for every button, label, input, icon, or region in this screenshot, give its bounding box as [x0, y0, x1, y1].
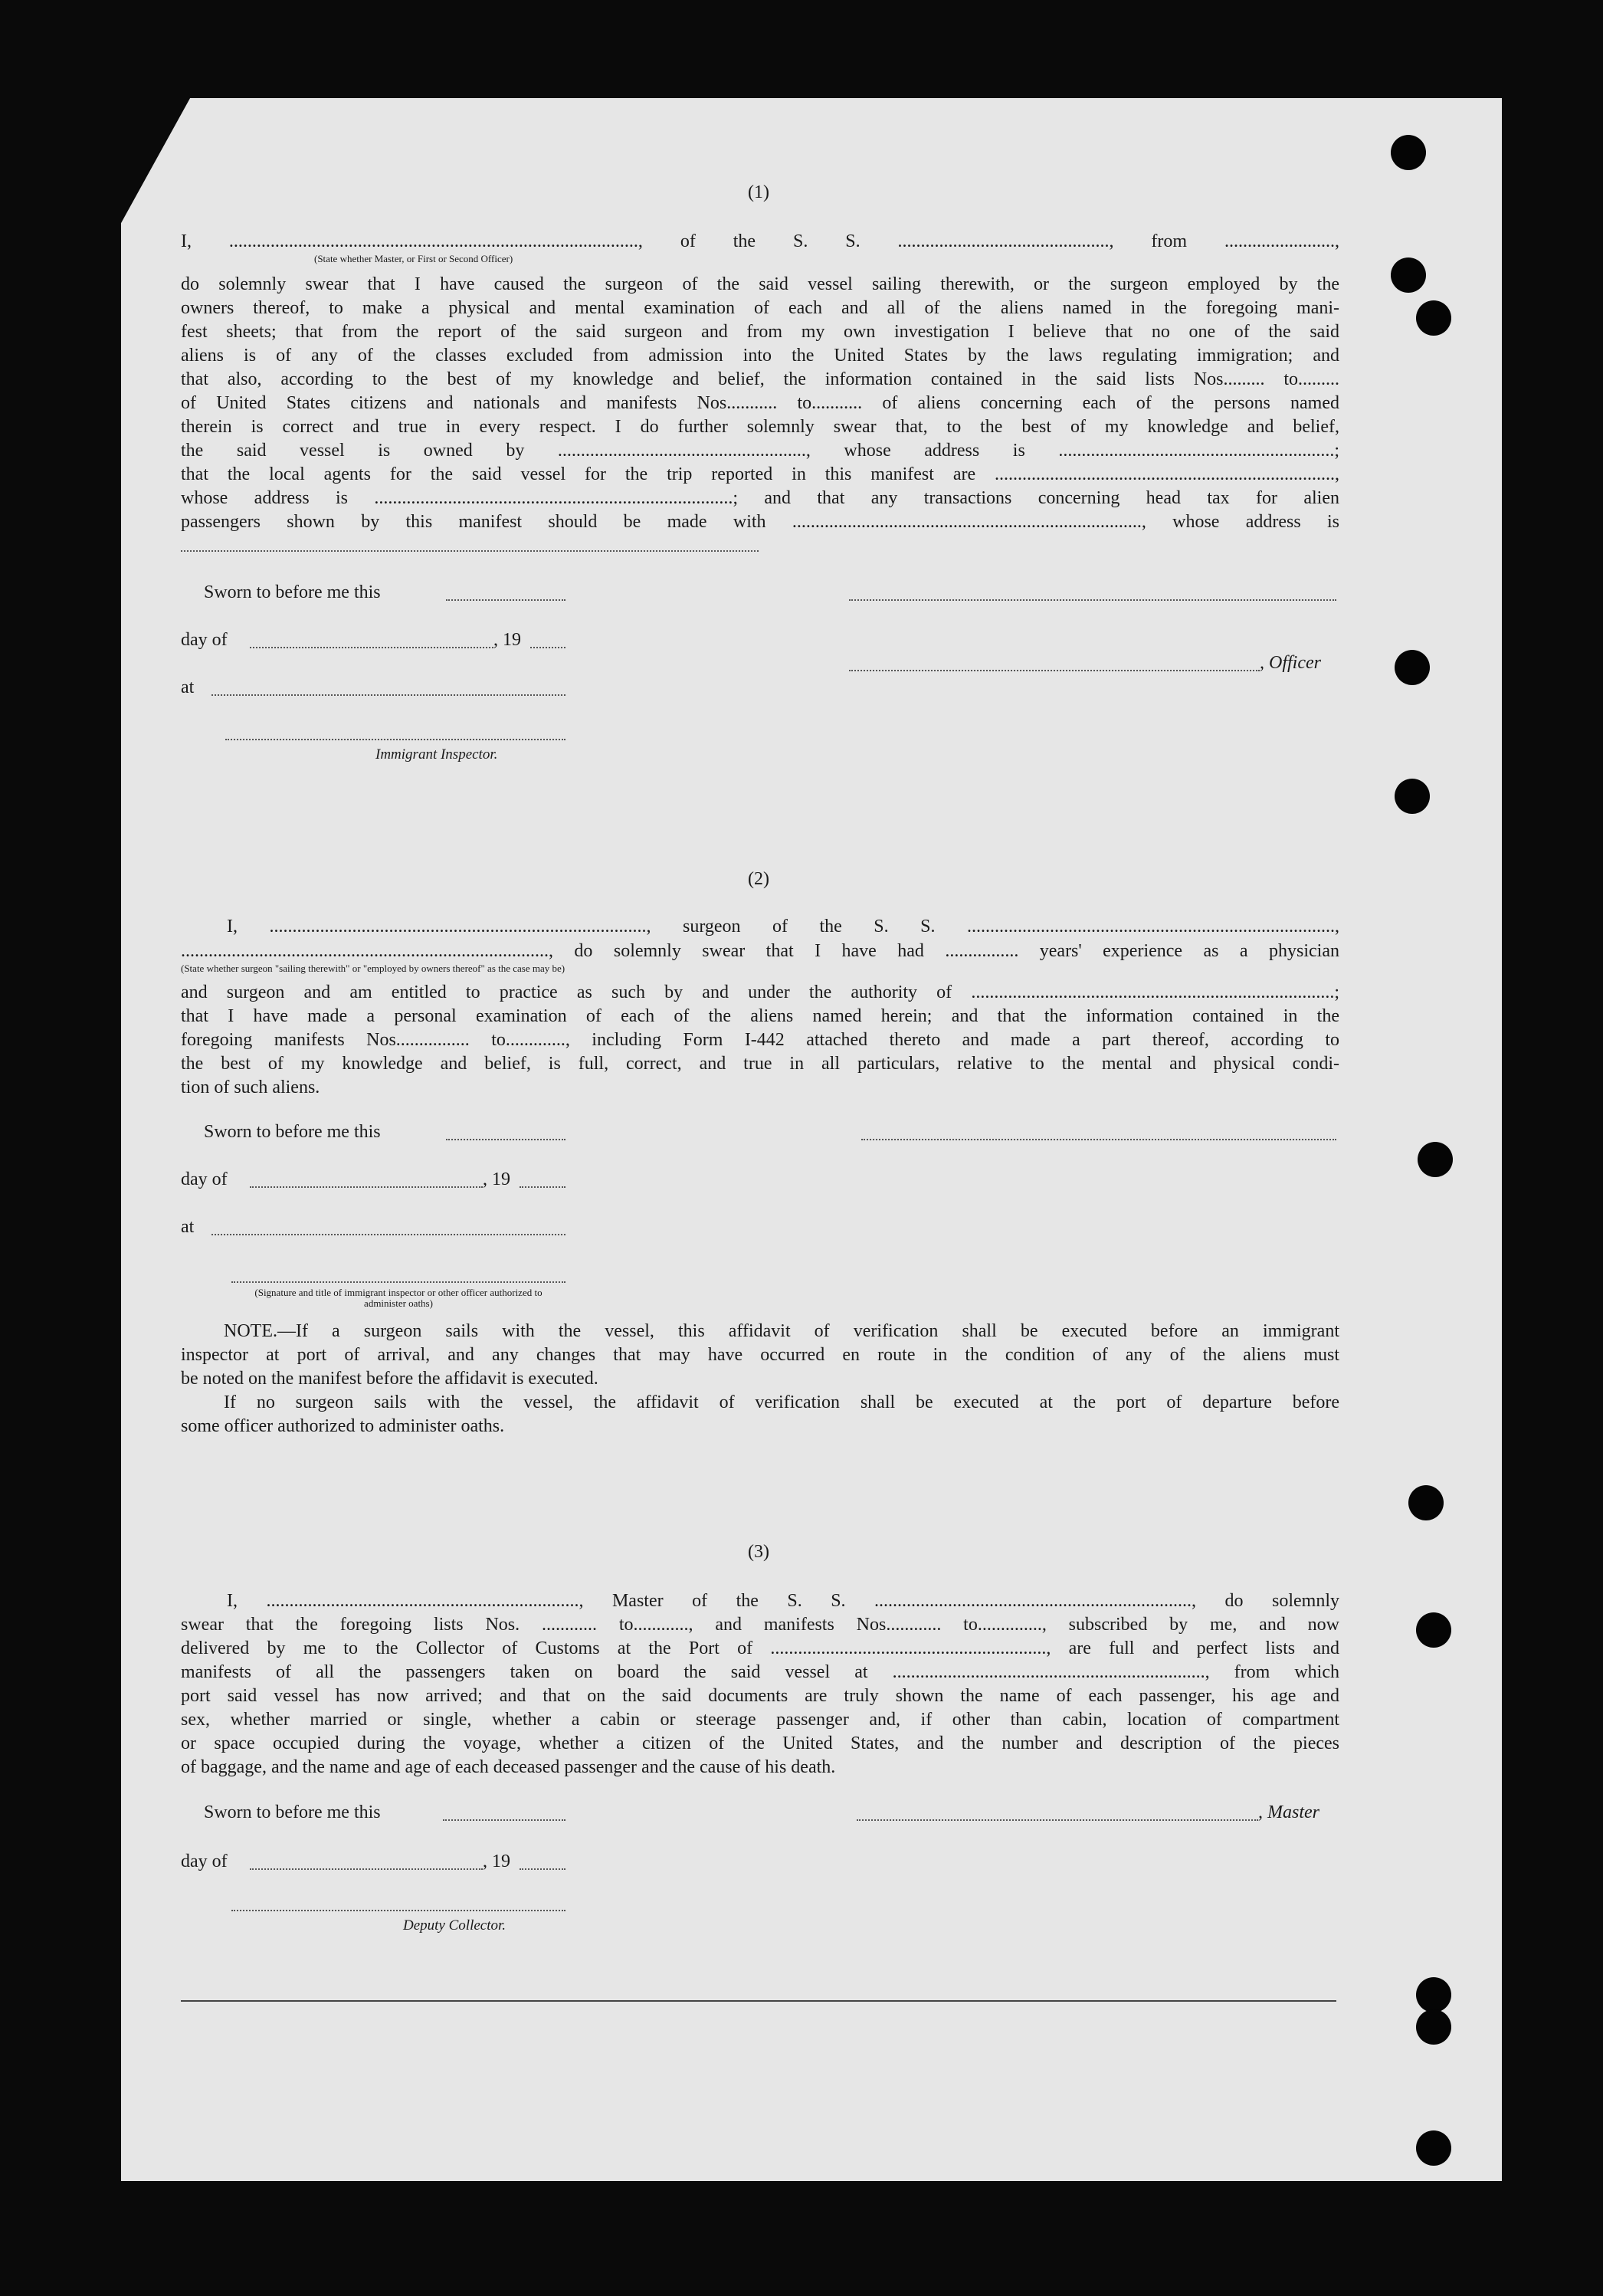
sworn-blank-3	[443, 1819, 565, 1821]
officer-signature-line	[849, 599, 1336, 601]
day-of-label-3: day of	[181, 1852, 228, 1871]
signature-note: (Signature and title of immigrant inspector or other officer authorized to administer oaths)	[254, 1287, 543, 1309]
affidavit2-line: tion of such aliens.	[181, 1077, 320, 1097]
year-label-3: , 19	[483, 1852, 510, 1871]
officer-note: (State whether Master, or First or Second Officer)	[314, 253, 513, 264]
affidavit3-line: manifests of all the passengers taken on board the said vessel at ...................................................................., from which	[181, 1662, 1339, 1682]
surgeon-note: (State whether surgeon "sailing therewith" or "employed by owners thereof" as the case may be)	[181, 963, 565, 974]
affidavit3-line: of baggage, and the name and age of each deceased passenger and the cause of his death.	[181, 1757, 836, 1777]
affidavit1-line: do solemnly swear that I have caused the surgeon of the said vessel sailing therewith, or the surgeon employed by the	[181, 274, 1339, 294]
bottom-rule	[181, 2000, 1336, 2002]
section2-first-line: I, .................................................................................., surgeon of the S. S. ................................................................................,	[227, 917, 1339, 936]
year-blank-1	[530, 647, 565, 648]
day-of-label-2: day of	[181, 1169, 228, 1189]
inspector-signature-line	[225, 739, 565, 740]
year-blank-3	[520, 1868, 565, 1870]
punch-hole	[1395, 650, 1430, 685]
officer-title-line	[849, 670, 1260, 671]
punch-hole	[1416, 2009, 1451, 2045]
note-line: some officer authorized to administer oaths.	[181, 1416, 505, 1436]
affidavit3-line: delivered by me to the Collector of Customs at the Port of ............................................................, are full and perfect lists and	[181, 1638, 1339, 1658]
punch-hole	[1395, 779, 1430, 814]
section1-heading: (1)	[748, 182, 769, 202]
sworn-blank-1	[446, 599, 565, 601]
punch-hole	[1416, 300, 1451, 336]
day-blank-2	[250, 1186, 483, 1188]
affidavit1-line: aliens is of any of the classes excluded from admission into the United States by the laws regulating immigration; and	[181, 346, 1339, 366]
day-of-label-1: day of	[181, 630, 228, 650]
punch-hole	[1391, 257, 1426, 293]
affidavit1-line: therein is correct and true in every respect. I do further solemnly swear that, to the best of my knowledge and belief,	[181, 417, 1339, 437]
year-label-2: , 19	[483, 1169, 510, 1189]
affidavit3-line: or space occupied during the voyage, whether a citizen of the United States, and the number and description of the pieces	[181, 1733, 1339, 1753]
affidavit1-line: that the local agents for the said vessel for the trip reported in this manifest are ..........................................................................,	[181, 464, 1339, 484]
punch-hole	[1416, 1977, 1451, 2012]
sworn-label-2: Sworn to before me this	[204, 1122, 381, 1142]
sworn-blank-2	[446, 1139, 565, 1140]
at-blank-1	[211, 694, 565, 696]
punch-hole	[1416, 1612, 1451, 1648]
affidavit1-line: that also, according to the best of my knowledge and belief, the information contained in the said lists Nos......... to.........	[181, 369, 1339, 389]
master-signature-line	[857, 1819, 1258, 1821]
year-label-1: , 19	[493, 630, 521, 650]
day-blank-3	[250, 1868, 483, 1870]
note-line: If no surgeon sails with the vessel, the affidavit of verification shall be executed at the port of departure before	[224, 1392, 1339, 1412]
address-blank	[181, 550, 759, 552]
affidavit1-line: owners thereof, to make a physical and mental examination of each and all of the aliens named in the foregoing mani-	[181, 298, 1339, 318]
affidavit3-line: I, ...................................................................., Master of the S. S. ....................................................................., do solemnly	[227, 1591, 1339, 1611]
day-blank-1	[250, 647, 493, 648]
affidavit2-line: the best of my knowledge and belief, is full, correct, and true in all particulars, relative to the mental and physical condi-	[181, 1054, 1339, 1074]
affidavit1-line: of United States citizens and nationals and manifests Nos........... to........... of aliens concerning each of the persons named	[181, 393, 1339, 413]
affidavit3-line: sex, whether married or single, whether a cabin or steerage passenger and, if other than cabin, location of compartment	[181, 1710, 1339, 1730]
note-line: inspector at port of arrival, and any changes that may have occurred en route in the condition of any of the aliens must	[181, 1345, 1339, 1365]
affidavit1-line: the said vessel is owned by ......................................................, whose address is ............................................................;	[181, 441, 1339, 461]
inspector-label: Immigrant Inspector.	[375, 746, 498, 763]
section2-heading: (2)	[748, 869, 769, 889]
affidavit3-line: port said vessel has now arrived; and that on the said documents are truly shown the name of each passenger, his age and	[181, 1686, 1339, 1706]
at-blank-2	[211, 1234, 565, 1235]
note-line: be noted on the manifest before the affidavit is executed.	[181, 1369, 598, 1389]
punch-hole	[1391, 135, 1426, 170]
master-label: , Master	[1258, 1802, 1319, 1822]
at-label-1: at	[181, 677, 195, 697]
punch-hole	[1418, 1142, 1453, 1177]
affidavit2-line: and surgeon and am entitled to practice as such by and under the authority of ...............................................................................;	[181, 982, 1339, 1002]
at-label-2: at	[181, 1217, 195, 1237]
punch-hole	[1416, 2130, 1451, 2166]
officer2-signature-line	[231, 1281, 565, 1283]
affidavit3-line: swear that the foregoing lists Nos. ............ to............, and manifests Nos............ to.............., subscribed by me, and now	[181, 1615, 1339, 1635]
punch-hole	[1408, 1485, 1444, 1520]
collector-signature-line	[231, 1910, 565, 1911]
section3-heading: (3)	[748, 1542, 769, 1562]
note-line: NOTE.—If a surgeon sails with the vessel, this affidavit of verification shall be executed before an immigrant	[224, 1321, 1339, 1341]
section1-first-line: I, ........................................................................................., of the S. S. .............................................., from ........................,	[181, 231, 1339, 251]
collector-label: Deputy Collector.	[403, 1917, 506, 1934]
section2-second-line: ................................................................................, do solemnly swear that I have had ................ years' experience as a physician	[181, 941, 1339, 961]
sworn-label-1: Sworn to before me this	[204, 582, 381, 602]
affidavit1-line: fest sheets; that from the report of the said surgeon and from my own investigation I believe that no one of the said	[181, 322, 1339, 342]
affidavit1-line: whose address is ..............................................................................; and that any transactions concerning head tax for alien	[181, 488, 1339, 508]
surgeon-signature-line	[861, 1139, 1336, 1140]
affidavit2-line: foregoing manifests Nos................ to............., including Form I-442 attached thereto and made a part thereof, according to	[181, 1030, 1339, 1050]
affidavit2-line: that I have made a personal examination of each of the aliens named herein; and that the information contained in the	[181, 1006, 1339, 1026]
officer-label: , Officer	[1260, 653, 1321, 673]
year-blank-2	[520, 1186, 565, 1188]
sworn-label-3: Sworn to before me this	[204, 1802, 381, 1822]
affidavit1-line: passengers shown by this manifest should be made with ............................................................................, whose address is	[181, 512, 1339, 532]
